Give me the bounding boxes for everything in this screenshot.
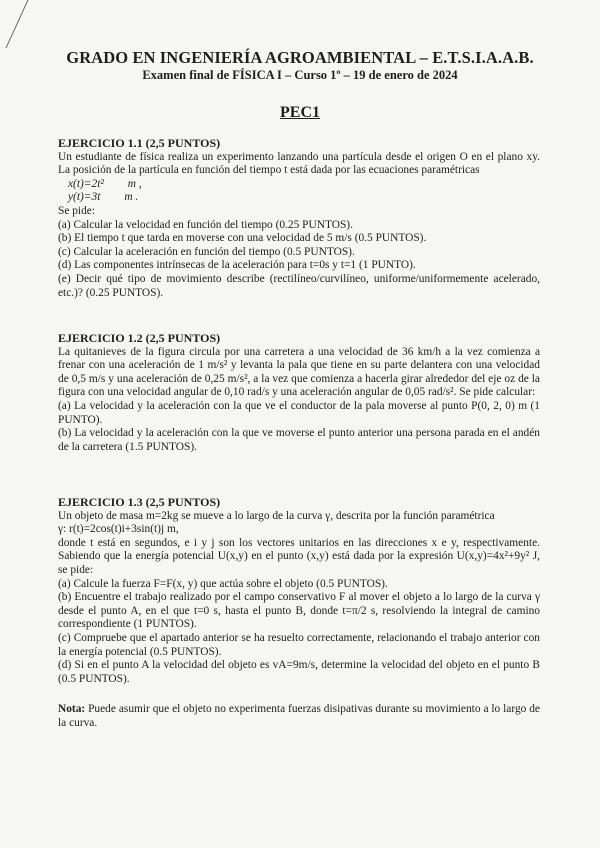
parametric-equation: γ: r(t)=2cos(t)i+3sin(t)j m, bbox=[58, 523, 179, 536]
question-a: (a) La velocidad y la aceleración con la que ve el conductor de la pala moverse al punto P(0, 2, 0) m (1 PUNTO). bbox=[58, 399, 540, 426]
section-title: PEC1 bbox=[280, 104, 320, 121]
question-b: (b) Encuentre el trabajo realizado por el campo conservativo F al mover el objeto a lo largo de la curva γ desde el punto A, en el que t=0 s, hasta el punto B, donde t=π/2 s, resolviendo la integral de camino correspondiente (1 PUNTOS). bbox=[58, 591, 540, 631]
question-e: (e) Decir qué tipo de movimiento describe (rectilíneo/curvilíneo, uniforme/uniformemente acelerado, etc.)? (0.25 PUNTOS). bbox=[58, 272, 540, 299]
exercise-intro-2: donde t está en segundos, e i y j son los vectores unitarios en las direcciones x e y, respectivamente. Sabiendo que la energía potencial U(x,y) en el punto (x,y) está dada por la expresión U(x,y)=4x²+9y² J, se pide: bbox=[58, 536, 540, 576]
exam-subtitle: Examen final de FÍSICA I – Curso 1º – 19 de enero de 2024 bbox=[142, 68, 458, 82]
question-a: (a) Calcular la velocidad en función del tiempo (0.25 PUNTOS). bbox=[58, 218, 353, 231]
exercise-title: EJERCICIO 1.2 (2,5 PUNTOS) bbox=[58, 331, 221, 345]
question-c: (c) Compruebe que el apartado anterior se ha resuelto correctamente, relacionando el trabajo anterior con la energía potencial (0.5 PUNTOS). bbox=[58, 631, 540, 658]
exercise-1-3 bbox=[58, 496, 540, 686]
question-b: (b) La velocidad y la aceleración con la que ve moverse el punto anterior una persona parada en el andén de la carretera (1.5 PUNTOS). bbox=[58, 427, 540, 453]
question-d: (d) Si en el punto A la velocidad del objeto es vA=9m/s, determine la velocidad del objeto en el punto B (0.5 PUNTOS). bbox=[58, 659, 540, 685]
scan-mark bbox=[4, 0, 44, 50]
equation-y: y(t)=3t m . bbox=[68, 191, 139, 204]
question-b: (b) El tiempo t que tarda en moverse con una velocidad de 5 m/s (0.5 PUNTOS). bbox=[58, 232, 427, 245]
note-text: Puede asumir que el objeto no experimenta fuerzas disipativas durante su movimiento a lo largo de la curva. bbox=[58, 703, 540, 729]
document-title: GRADO EN INGENIERÍA AGROAMBIENTAL – E.T.S.I.A.A.B. bbox=[66, 48, 534, 67]
exercise-intro: Un objeto de masa m=2kg se mueve a lo largo de la curva γ, descrita por la función paramétrica bbox=[58, 509, 495, 522]
exercise-intro: La quitanieves de la figura circula por una carretera a una velocidad de 36 km/h a la vez comienza a frenar con una aceleración de 1 m/s² y levanta la pala que tiene en su parte delantera con una velocidad de 0,5 m/s y una aceleración de 0,25 m/s², a la vez que comienza a hacerla girar alrededor del eje oz de la figura con una velocidad angular de 0,10 rad/s y una aceleración angular de 0,05 rad/s². Se pide calcular: bbox=[58, 345, 540, 399]
exercise-intro: Un estudiante de física realiza un experimento lanzando una partícula desde el origen O en el plano xy. La posición de la partícula en función del tiempo t está dada por las ecuaciones paramétricas bbox=[58, 150, 540, 177]
question-a: (a) Calcule la fuerza F=F(x, y) que actúa sobre el objeto (0.5 PUNTOS). bbox=[58, 577, 388, 590]
exercise-title: EJERCICIO 1.1 (2,5 PUNTOS) bbox=[58, 136, 221, 150]
note bbox=[58, 703, 540, 730]
se-pide: Se pide: bbox=[58, 204, 96, 217]
question-c: (c) Calcular la aceleración en función del tiempo (0.5 PUNTOS). bbox=[58, 245, 355, 258]
exercise-title: EJERCICIO 1.3 (2,5 PUNTOS) bbox=[58, 495, 221, 509]
note-label: Nota: bbox=[58, 703, 86, 715]
equation-x: x(t)=2t² m , bbox=[68, 177, 142, 190]
question-d: (d) Las componentes intrínsecas de la aceleración para t=0s y t=1 (1 PUNTO). bbox=[58, 259, 416, 272]
exercise-1-2 bbox=[58, 332, 540, 454]
exercise-1-1 bbox=[58, 137, 540, 300]
